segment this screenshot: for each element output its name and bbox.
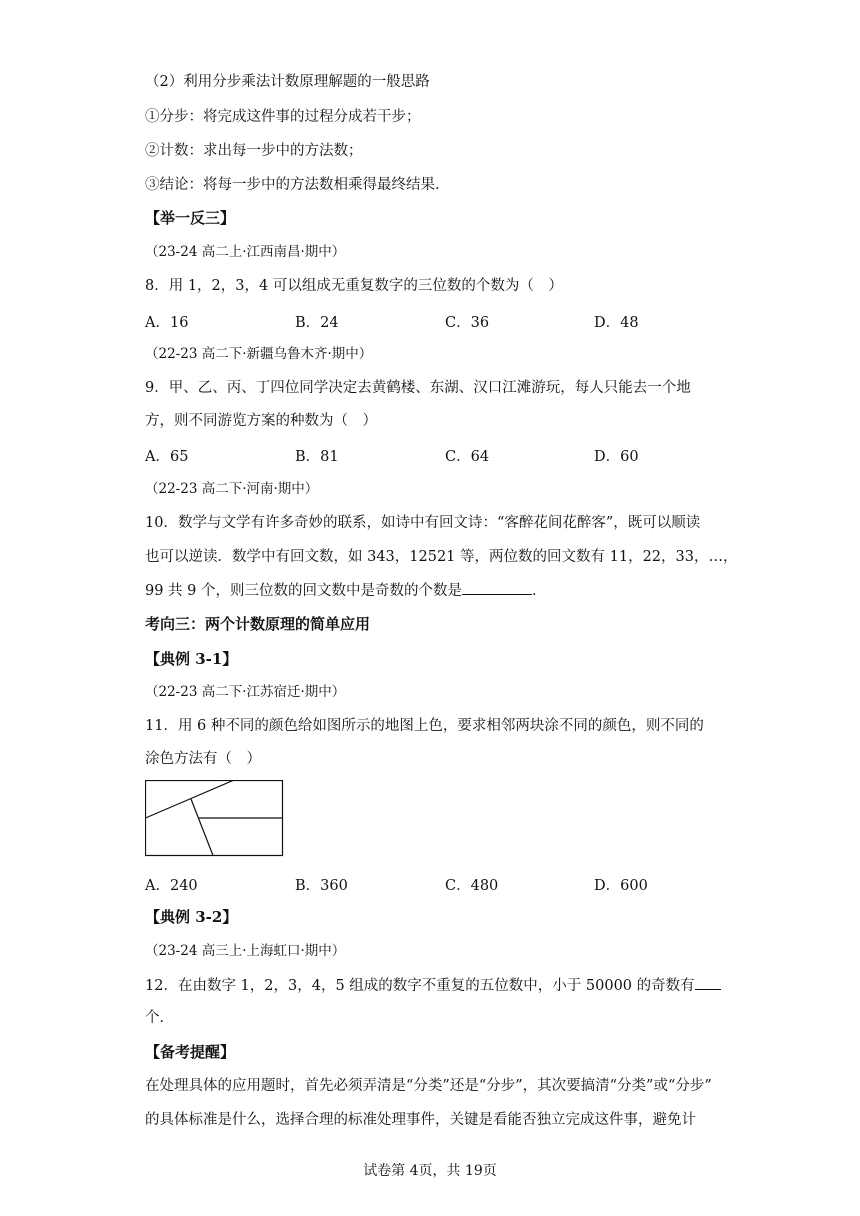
- map-region-figure: [145, 780, 285, 858]
- map-diagonal-line: [146, 781, 234, 819]
- method-heading: （2）利用分步乘法计数原理解题的一般思路: [145, 74, 430, 90]
- tips-paragraph-line1: 在处理具体的应用题时，首先必须弄清是“分类”还是“分步”，其次要搞清“分类”或“分步”: [145, 1078, 712, 1094]
- section-heading-practice: 【举一反三】: [145, 209, 236, 227]
- q8-option-a[interactable]: A．16: [145, 315, 189, 331]
- q9-option-c[interactable]: C．64: [445, 449, 490, 465]
- q11-option-d[interactable]: D．600: [594, 878, 648, 894]
- q8-option-b[interactable]: B．24: [295, 315, 339, 331]
- q12-stem-text: 12．在由数字 1，2，3，4，5 组成的数字不重复的五位数中，小于 50000 的奇数有: [145, 978, 695, 994]
- q12-answer-blank[interactable]: [695, 975, 721, 990]
- q11-option-a[interactable]: A．240: [145, 878, 198, 894]
- step-1-text: ①分步：将完成这件事的过程分成若干步；: [145, 109, 421, 125]
- tips-paragraph-line2: 的具体标准是什么，选择合理的标准处理事件，关键是看能否独立完成这件事，避免计: [145, 1112, 696, 1128]
- map-inner-line: [191, 799, 213, 856]
- q9-options: [145, 445, 765, 465]
- q9-stem-line2: 方，则不同游览方案的种数为（ ）: [145, 413, 377, 429]
- q11-source: （22-23 高二下·江苏宿迁·期中）: [145, 684, 346, 700]
- q12-stem-line2: 个．: [145, 1010, 174, 1026]
- q11-stem-line1: 11．用 6 种不同的颜色给如图所示的地图上色，要求相邻两块涂不同的颜色，则不同的: [145, 718, 704, 734]
- q10-stem-line2: 也可以逆读．数学中有回文数，如 343，12521 等，两位数的回文数有 11，22，33，…，: [145, 549, 738, 565]
- step-2-text: ②计数：求出每一步中的方法数；: [145, 143, 363, 159]
- page-footer: 试卷第 4页，共 19页: [363, 1163, 497, 1179]
- q9-source: （22-23 高二下·新疆乌鲁木齐·期中）: [145, 346, 373, 362]
- section-heading-direction-3: 考向三：两个计数原理的简单应用: [145, 615, 371, 633]
- q9-option-d[interactable]: D．60: [594, 449, 639, 465]
- step-3-text: ③结论：将每一步中的方法数相乘得最终结果．: [145, 177, 450, 193]
- q10-source: （22-23 高二下·河南·期中）: [145, 481, 319, 497]
- q10-stem-end: ．: [532, 583, 547, 599]
- q8-option-c[interactable]: C．36: [445, 315, 490, 331]
- q8-options: [145, 311, 765, 331]
- example-3-2-heading: 【典例 3-2】: [145, 908, 238, 926]
- q10-stem-line1: 10．数学与文学有许多奇妙的联系，如诗中有回文诗：“客醉花间花醉客”，既可以顺读: [145, 515, 701, 531]
- q9-stem-line1: 9．甲、乙、丙、丁四位同学决定去黄鹤楼、东湖、汉口江滩游玩，每人只能去一个地: [145, 380, 691, 396]
- q12-stem-line1: [145, 975, 721, 996]
- q10-stem-text: 99 共 9 个，则三位数的回文数中是奇数的个数是: [145, 583, 463, 599]
- q10-answer-blank[interactable]: [462, 580, 532, 595]
- q8-source: （23-24 高二上·江西南昌·期中）: [145, 244, 346, 260]
- q8-option-d[interactable]: D．48: [594, 315, 639, 331]
- q11-stem-line2: 涂色方法有（ ）: [145, 751, 261, 767]
- q8-stem: 8．用 1，2，3，4 可以组成无重复数字的三位数的个数为（ ）: [145, 278, 563, 294]
- example-3-1-heading: 【典例 3-1】: [145, 650, 238, 668]
- q10-stem-line3: [145, 580, 547, 601]
- exam-tips-heading: 【备考提醒】: [145, 1043, 236, 1061]
- q11-option-b[interactable]: B．360: [295, 878, 348, 894]
- q9-option-a[interactable]: A．65: [145, 449, 189, 465]
- q11-option-c[interactable]: C．480: [445, 878, 499, 894]
- q9-option-b[interactable]: B．81: [295, 449, 339, 465]
- q12-source: （23-24 高三上·上海虹口·期中）: [145, 943, 346, 959]
- q11-options: [145, 874, 765, 894]
